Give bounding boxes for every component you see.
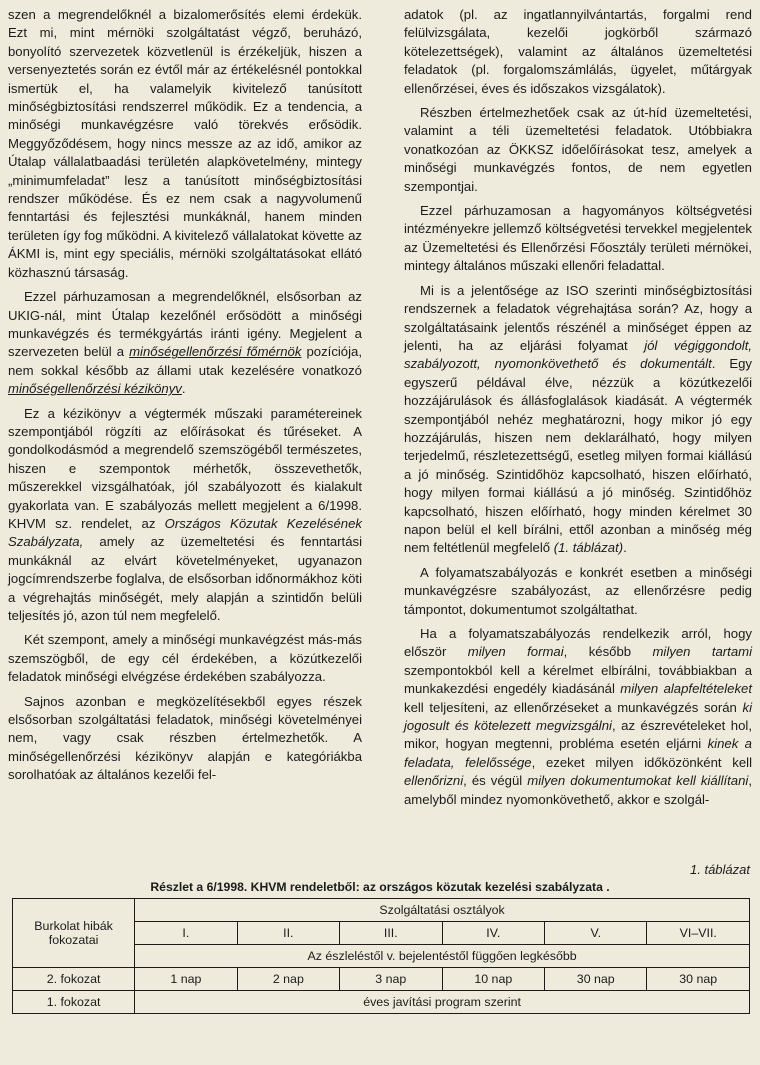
- paragraph-text: .: [181, 381, 186, 397]
- emphasis-text: milyen dokumentumokat kell kiállítani: [527, 773, 749, 789]
- class-header-cell: II.: [237, 922, 339, 945]
- paragraph: Két szempont, amely a minőségi munkavégzést más-más szemszögből, de egy cél érdekében, a közútkezelői feladatok minőségi elvégzése érdekében szabályozza.: [8, 632, 362, 685]
- row-label-cell: 2. fokozat: [13, 968, 135, 991]
- paragraph: Részben értelmezhetőek csak az út-híd üzemeltetési, valamint a téli üzemeltetési feladatok. Utóbbiakra vonatkozóan az ÖKKSZ időelőírásokat tesz, amelyek a minőségi munkavégzés fontos, de nem egyetlen szempontjai.: [404, 105, 752, 194]
- emphasis-text: milyen alapfeltételeket: [620, 681, 752, 697]
- table-number: 1. táblázat: [690, 862, 750, 877]
- group-header-cell: Szolgáltatási osztályok: [135, 899, 750, 922]
- paragraph-text: , az észrevételeket hol, mikor, hogyan megtenni, probléma esetén eljárni: [404, 718, 752, 752]
- paragraph: adatok (pl. az ingatlannyilvántartás, forgalmi rend felülvizsgálata, kezelői jogkörből származó kötelezettségek), valamint az általános üzemeltetési feladatok (pl. forgalomszámlálás, ügyelet, műtárgyak ellenőrzései, éves és időszakos vizsgálatok).: [404, 7, 752, 96]
- table-row: [13, 991, 750, 1014]
- paragraph-text: Ha a folyamatszabályozás rendelkezik arról, hogy először: [404, 626, 752, 660]
- table-caption: Részlet a 6/1998. KHVM rendeletből: az országos közutak kezelési szabályzata .: [150, 880, 610, 894]
- emphasis-text: kinek a feladata, felelőssége: [404, 736, 752, 770]
- class-header-cell: III.: [340, 922, 442, 945]
- emphasis-text: minőségellenőrzési kézikönyv: [8, 381, 182, 397]
- table-cell: 30 nap: [545, 968, 647, 991]
- table-cell: 2 nap: [237, 968, 339, 991]
- paragraph: A folyamatszabályozás e konkrét esetben a minőségi munkavégzésre szabályozást, az ellenőrzésre pedig támpontot, dokumentumot szolgáltathat.: [404, 564, 752, 617]
- table-row: [13, 899, 750, 922]
- table-cell: 3 nap: [340, 968, 442, 991]
- article-left-column: [8, 6, 362, 785]
- paragraph: [8, 405, 362, 626]
- paragraph-text: Mi is a jelentősége az ISO szerinti minőségbiztosítási rendszernek a feladatok végrehajtása során? Az, hogy a szolgáltatásaink jelentős részénél a minőséget éppen az jelenti, ha az eljárási folyamat: [404, 282, 752, 353]
- paragraph-text: , ezeket milyen időközönként kell: [531, 754, 752, 770]
- paragraph-text: amely az üzemeltetési és fenntartási munkáknál az elvárt követelményeket, ugyanazon jogcímrendszerbe foglalva, de elsősorban időnormákhoz köti a végrehajtás minőségét, mely alapján a szintidőn belüli teljesítés jó, azon túl nem megfelelő.: [8, 534, 362, 623]
- paragraph: szen a megrendelőknél a bizalomerősítés elemi érdekük. Ezt mi, mint mérnöki szolgáltatást végző, beruházó, bonyolító szervezetek közvetlenül is érzékeljük, hiszen a versenyeztetés során ez évtől már az értékelésnél pontokkal ismertük el, ha valamelyik kivitelező tanúsított minőségbiztosítási rendszerrel működik. Ez a tendencia, a minőségi munkavégzésre való törekvés erősödik. Meggyőződésem, hogy nincs messze az az idő, amikor az Útalap vállalatbaadási területén alapkövetelmény, mintegy „minimumfeladat” lesz a tanúsított minőségbiztosítási rendszer működése. És ez nem csak a nagyvolumenű fenntartási és fejlesztési munkáknál, hanem minden területen így fog működni. A kivitelező vállalatokat követte az ÁKMI is, mint egy speciális, mérnöki szolgáltatásokat ellátó közhasznú társaság.: [8, 7, 362, 280]
- class-header-cell: V.: [545, 922, 647, 945]
- table-cell: 1 nap: [135, 968, 237, 991]
- paragraph: [404, 282, 752, 558]
- table-cell: 30 nap: [647, 968, 750, 991]
- row-header-cell: Burkolat hibák fokozatai: [13, 899, 135, 968]
- emphasis-text: milyen tartami: [652, 644, 753, 660]
- subheader-cell: Az észleléstől v. bejelentéstől függően legkésőbb: [135, 945, 750, 968]
- article-right-column: [404, 6, 752, 809]
- paragraph-text: . Egy egyszerű példával élve, nézzük a közútkezelői hozzájárulások és állásfoglalások kiadását. A végtermék szempontjából nehéz meghatározni, hogy mikor jó egy hozzájárulás, hiszen nem deklarálható, hogy milyen terjedelmű, részletezettségű, esetleg milyen formai kiállású a jó minőség. Szintidőhöz kapcsolható, hiszen előírható, hogy milyen formai kiállású a jó minőség. Szintidőhöz kapcsolható, hiszen előírható, hogy minden kérelmet 30 napon belül el kell bírálni, ettől azonban a minőség még nem feltétlenül megfelelő: [404, 356, 752, 556]
- emphasis-text: ellenőrizni: [404, 773, 464, 789]
- paragraph: [404, 625, 752, 809]
- class-header-cell: VI–VII.: [647, 922, 750, 945]
- emphasis-text: milyen formai: [467, 644, 564, 660]
- paragraph-text: , és végül: [463, 773, 528, 789]
- paragraph-text: Ez a kézikönyv a végtermék műszaki paramétereinek szempontjából rögzíti az előírásokat és tűréseket. A gondolkodásmód a megrendelő szemszögéből természetes, hiszen e szempontok mérhetők, összevethetők, műszerekkel vizsgálhatóak, jól szabályozott és kialakult gyakorlata van. E szabályozás mellett megjelent a 6/1998. KHVM sz. rendelet, az: [8, 405, 362, 531]
- emphasis-text: Országos Közutak Kezelésének Szabályzata,: [8, 515, 362, 550]
- emphasis-text: jól végiggondolt, szabályozott, nyomonkövethető és dokumentált: [404, 337, 752, 372]
- class-header-cell: I.: [135, 922, 237, 945]
- class-header-cell: IV.: [442, 922, 544, 945]
- paragraph-text: , később: [563, 644, 653, 660]
- paragraph-text: pozíciója, nem sokkal később az állami utak kezelésére vonatkozó: [8, 344, 362, 378]
- table-reference: (1. táblázat): [553, 540, 624, 556]
- paragraph: Sajnos azonban e megközelítésekből egyes részek elsősorban szolgáltatási feladatok, minőségi követelményei nem, vagy csak részben értelmezhetők. A minőségellenőrzési kézikönyv alapján e kategóriákba sorolhatóak az általános kezelői fel-: [8, 693, 362, 783]
- row-label-cell: 1. fokozat: [13, 991, 135, 1014]
- paragraph-text: kell teljesíteni, az ellenőrzéseket a munkavégzés során: [404, 699, 743, 715]
- table-cell: 10 nap: [442, 968, 544, 991]
- paragraph: Ezzel párhuzamosan a hagyományos költségvetési intézményekre jellemző költségvetési tervekkel megjelentek az Üzemeltetési és Ellenőrzési Főosztály területi mérnökei, mintegy általános műszaki ellenőri feladattal.: [404, 203, 752, 274]
- table-cell: éves javítási program szerint: [135, 991, 750, 1014]
- paragraph-text: Ezzel párhuzamosan a megrendelőknél, elsősorban az UKIG-nál, mint Útalap kezelőnél erősödött a minőségi munkavégzés és termékgyártás iránti igény. Megjelent a szervezeten belül a: [8, 289, 362, 360]
- paragraph: [8, 288, 362, 398]
- emphasis-text: ki jogosult és kötelezett megvizsgálni: [404, 699, 752, 734]
- table-row: [13, 968, 750, 991]
- service-class-table: [12, 898, 750, 1014]
- paragraph-text: .: [623, 540, 627, 556]
- paragraph-text: szempontokból kell a kérelmet elbírálni, továbbiakban a munkakezdési engedély kiadásánál: [404, 662, 752, 697]
- emphasis-text: minőségellenőrzési főmérnök: [129, 344, 302, 360]
- paragraph-text: , amelyből mindez nyomonkövethető, akkor e szolgál-: [404, 773, 752, 807]
